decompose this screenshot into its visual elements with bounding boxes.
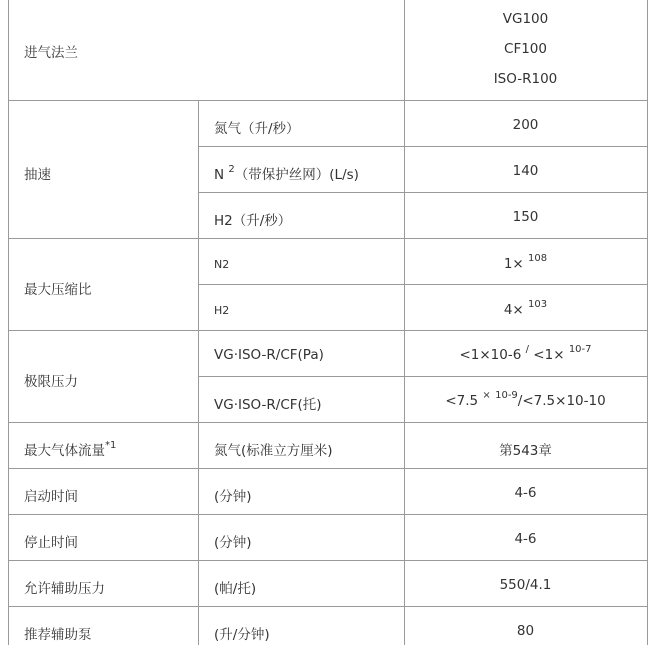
start-time-label: 启动时间 xyxy=(24,489,78,505)
aux-pump-param: (升/分钟) xyxy=(214,627,270,643)
aux-pump-value: 80 xyxy=(516,623,535,639)
pumping-speed-param-n2: 氮气（升/秒） xyxy=(214,121,300,137)
compression-value-h2 xyxy=(404,299,647,318)
ultimate-pressure-value-pa xyxy=(404,344,647,363)
value-a: <7.5 xyxy=(445,393,479,409)
compression-param-h2: H2 xyxy=(214,304,230,317)
row-divider xyxy=(9,100,647,101)
row-divider xyxy=(198,192,647,193)
value-slash: / xyxy=(525,344,529,355)
value-times: × xyxy=(482,390,491,401)
column-divider xyxy=(404,0,405,645)
value-exp: 103 xyxy=(528,299,548,310)
inlet-flange-value-1: VG100 xyxy=(502,11,549,27)
stop-time-label: 停止时间 xyxy=(24,535,78,551)
value-base: 1× xyxy=(503,256,524,272)
ultimate-pressure-label: 极限压力 xyxy=(24,374,78,390)
inlet-flange-label: 进气法兰 xyxy=(24,45,78,61)
row-divider xyxy=(9,560,647,561)
value-exp: 108 xyxy=(528,253,548,264)
ultimate-pressure-param-torr: VG·ISO-R/CF(托) xyxy=(214,397,322,413)
row-divider xyxy=(9,422,647,423)
aux-pressure-param: (帕/托) xyxy=(214,581,257,597)
value-exp: 10-7 xyxy=(568,344,592,355)
ultimate-pressure-value-torr xyxy=(404,390,647,409)
start-time-param: (分钟) xyxy=(214,489,252,505)
row-divider xyxy=(198,284,647,285)
inlet-flange-value-2: CF100 xyxy=(504,41,547,57)
pumping-speed-value-n2: 200 xyxy=(512,117,539,133)
row-divider xyxy=(9,514,647,515)
max-gas-flow-label xyxy=(24,439,116,459)
param-main: N xyxy=(214,167,225,183)
stop-time-param: (分钟) xyxy=(214,535,252,551)
value-b: /<7.5×10-10 xyxy=(517,393,606,409)
compression-param-n2: N2 xyxy=(214,258,230,271)
row-divider xyxy=(9,330,647,331)
row-divider xyxy=(9,238,647,239)
inlet-flange-value-3: ISO-R100 xyxy=(493,71,558,87)
label-text: 最大气体流量 xyxy=(24,443,105,459)
value-exp: 10-9 xyxy=(495,390,518,401)
max-gas-flow-param: 氮气(标准立方厘米) xyxy=(214,443,333,459)
compression-ratio-label: 最大压缩比 xyxy=(24,282,92,298)
ultimate-pressure-param-pa: VG·ISO-R/CF(Pa) xyxy=(214,347,324,363)
pumping-speed-value-h2: 150 xyxy=(512,209,539,225)
start-time-value: 4-6 xyxy=(514,485,537,501)
row-divider xyxy=(198,146,647,147)
max-gas-flow-value: 第543章 xyxy=(499,443,552,459)
param-rest: （带保护丝网）(L/s) xyxy=(234,167,359,183)
aux-pressure-value: 550/4.1 xyxy=(499,577,552,593)
row-divider xyxy=(9,606,647,607)
pumping-speed-label: 抽速 xyxy=(24,167,51,183)
compression-value-n2 xyxy=(404,253,647,272)
column-divider xyxy=(198,100,199,645)
stop-time-value: 4-6 xyxy=(514,531,537,547)
aux-pressure-label: 允许辅助压力 xyxy=(24,581,105,597)
value-base: 4× xyxy=(503,302,524,318)
pumping-speed-value-n2-screen: 140 xyxy=(512,163,539,179)
value-a: <1×10-6 xyxy=(459,347,522,363)
row-divider xyxy=(198,376,647,377)
footnote-mark: *1 xyxy=(105,440,117,451)
spec-table xyxy=(8,0,648,645)
row-divider xyxy=(9,468,647,469)
param-sub: 2 xyxy=(228,164,235,175)
pumping-speed-param-h2: H2（升/秒） xyxy=(214,213,292,229)
pumping-speed-param-n2-screen xyxy=(214,163,359,183)
aux-pump-label: 推荐辅助泵 xyxy=(24,627,92,643)
value-b: <1× xyxy=(533,347,565,363)
